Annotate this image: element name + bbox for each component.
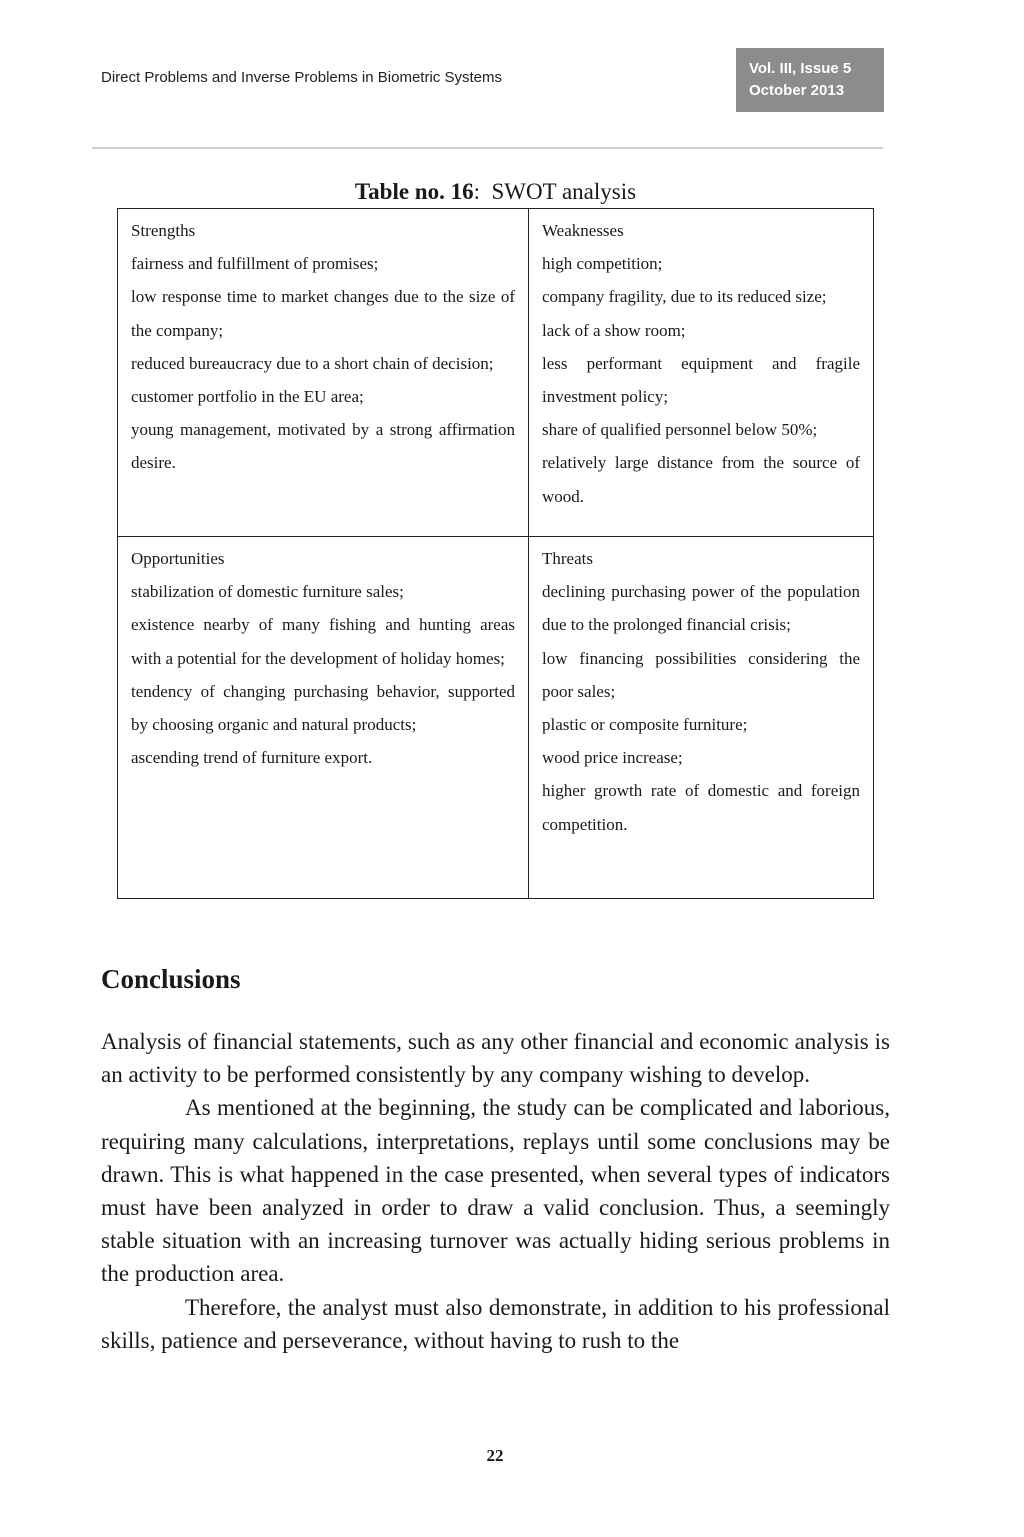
header-divider [92,147,883,149]
threats-heading: Threats [542,549,593,568]
opportunities-item: existence nearby of many fishing and hunting areas with a potential for the development of holiday homes; [131,615,515,668]
strengths-item: young management, motivated by a strong affirmation desire. [131,420,515,473]
opportunities-item: ascending trend of furniture export. [131,748,373,768]
opportunities-item: tendency of changing purchasing behavior, supported by choosing organic and natural products; [131,681,515,735]
strengths-item: customer portfolio in the EU area; [131,387,364,407]
volume-issue: Vol. III, Issue 5 [749,60,852,77]
threats-item: declining purchasing power of the population due to the prolonged financial crisis; [542,582,860,635]
table-caption-title: SWOT analysis [491,179,637,204]
section-heading-conclusions: Conclusions [101,964,241,994]
threats-item: higher growth rate of domestic and foreign competition. [542,781,860,834]
swot-table [117,208,874,899]
weaknesses-item: relatively large distance from the source of wood. [542,453,860,506]
threats-item: plastic or composite furniture; [542,715,748,735]
issue-date: October 2013 [749,82,845,99]
weaknesses-heading: Weaknesses [542,221,624,240]
page-number: 22 [486,1446,504,1465]
running-title: Direct Problems and Inverse Problems in Biometric Systems [101,69,502,86]
table-caption [117,177,874,207]
strengths-cell [118,209,529,537]
swot-row-internal [118,209,874,537]
paragraph: Analysis of financial statements, such as any other financial and economic analysis is an activity to be performed consistently by any company wishing to develop. [101,1029,890,1088]
paragraph: Therefore, the analyst must also demonstrate, in addition to his professional skills, patience and perseverance, without having to rush to the [101,1294,890,1353]
strengths-item: reduced bureaucracy due to a short chain of decision; [131,353,494,373]
swot-row-external [118,537,874,899]
opportunities-cell [118,537,529,899]
threats-item: low financing possibilities considering the poor sales; [542,648,860,701]
strengths-item: low response time to market changes due to the size of the company; [131,287,515,340]
weaknesses-cell [529,209,874,537]
weaknesses-item: lack of a show room; [542,320,686,340]
conclusions-body [101,1025,890,1357]
opportunities-item: stabilization of domestic furniture sales; [131,582,404,602]
weaknesses-item: less performant equipment and fragile investment policy; [542,353,860,407]
weaknesses-item: high competition; [542,254,663,274]
table-caption-label: Table no. 16 [354,179,474,204]
threats-item: wood price increase; [542,748,683,768]
strengths-item: fairness and fulfillment of promises; [131,254,379,274]
weaknesses-item: share of qualified personnel below 50%; [542,420,818,440]
opportunities-heading: Opportunities [131,549,225,568]
weaknesses-item: company fragility, due to its reduced size; [542,287,827,307]
table-caption-separator: : [473,179,480,204]
strengths-heading: Strengths [131,221,196,240]
issue-badge [736,48,884,112]
threats-cell [529,537,874,899]
paragraph: As mentioned at the beginning, the study can be complicated and laborious, requiring many calculations, interpretations, replays until some conclusions may be drawn. This is what happened in the case presented, when several types of indicators must have been analyzed in order to draw a valid conclusion. Thus, a seemingly stable situation with an increasing turnover was actually hiding serious problems in the production area. [101,1095,890,1287]
